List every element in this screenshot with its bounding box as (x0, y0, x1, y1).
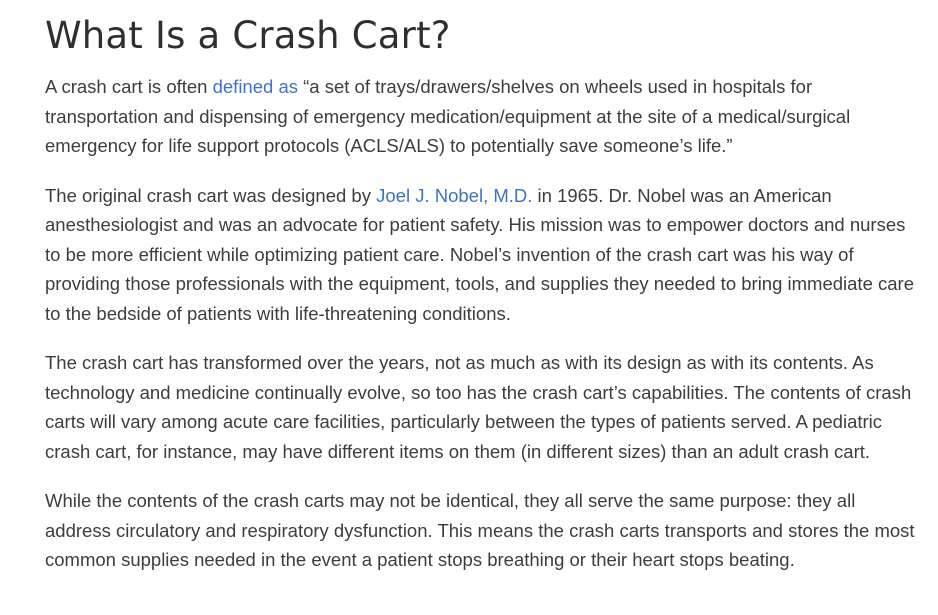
paragraph-evolution: The crash cart has transformed over the years, not as much as with its design as with its contents. As technology and medicine continually evolve, so too has the crash cart’s capabilities. The contents of crash carts will vary among acute care facilities, particularly between the types of patients served. A pediatric crash cart, for instance, may have different items on them (in different sizes) than an adult crash cart. (45, 352, 912, 462)
article (45, 0, 925, 575)
paragraph-text: “a set of trays/drawers/shelves on wheels used in hospitals for transportation and dispensing of emergency medication/equipment at the site of a medical/surgical emergency for life support protocols (ACLS/ALS) to potentially save someone’s life.” (45, 76, 851, 156)
paragraph-history (45, 181, 925, 329)
page-title: What Is a Crash Cart? (45, 14, 451, 57)
paragraph-text: in 1965. Dr. Nobel was an American anesthesiologist and was an advocate for patient safety. His mission was to empower doctors and nurses to be more efficient while optimizing patient care. Nobel’s invention of the crash cart was his way of providing those professionals with the equipment, tools, and supplies they needed to bring immediate care to the bedside of patients with life-threatening conditions. (45, 184, 914, 324)
paragraph-definition (45, 72, 925, 161)
defined-as-link[interactable]: defined as (212, 76, 298, 97)
paragraph-purpose: While the contents of the crash carts may not be identical, they all serve the same purpose: they all address circulatory and respiratory dysfunction. This means the crash carts transports and stores the most common supplies needed in the event a patient stops breathing or their heart stops beating. (45, 490, 915, 570)
joel-nobel-link[interactable]: Joel J. Nobel, M.D. (376, 184, 533, 206)
paragraph-text: A crash cart is often (45, 76, 213, 97)
paragraph-text: The original crash cart was designed by (45, 184, 377, 206)
